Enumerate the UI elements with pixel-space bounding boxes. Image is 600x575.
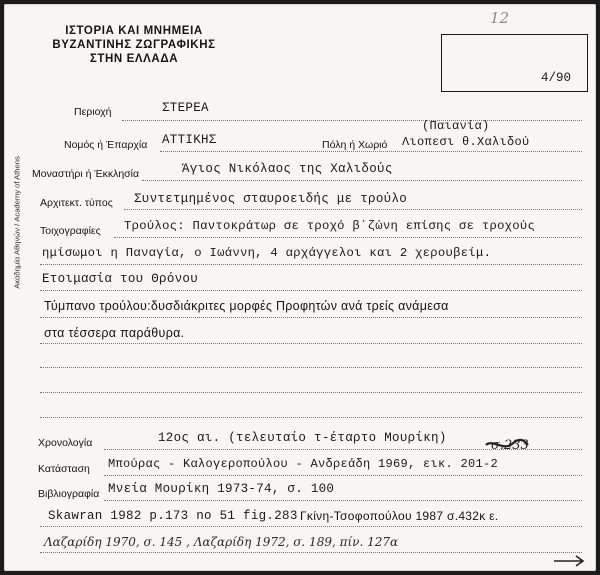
dotted-line	[40, 317, 582, 318]
strikethrough-scribble	[482, 435, 542, 455]
dotted-line	[142, 180, 582, 181]
dotted-line	[114, 237, 582, 238]
handwritten-condition-note: σ.233	[491, 438, 529, 453]
label-region: Περιοχή	[74, 106, 112, 118]
card-number: 4/90	[540, 71, 571, 85]
dotted-line	[104, 500, 582, 501]
dotted-line	[40, 526, 582, 527]
label-prefecture: Νομός ή Έπαρχία	[64, 139, 148, 151]
archive-sidebar-text: Ακαδημία Αθηνών / Academy of Athens	[12, 156, 22, 289]
value-chronology: 12ος αι. (τελευταίο τ-έταρτο Μουρίκη)	[158, 431, 447, 445]
dotted-line	[160, 151, 582, 152]
dotted-line	[40, 264, 582, 265]
value-town: Λιοπεσι θ.Χαλιδού	[402, 135, 530, 149]
dotted-line	[40, 343, 582, 344]
value-bibliography-3: Λαζαρίδη 1970, σ. 145 , Λαζαρίδη 1972, σ. 189, πίν. 127α	[44, 535, 399, 549]
value-bibliography: Μνεία Μουρίκη 1973-74, σ. 100	[108, 482, 335, 496]
header-line-3: ΣΤΗΝ ΕΛΛΑΔΑ	[89, 53, 179, 65]
label-monastery: Μοναστήρι ή Έκκλησία	[32, 168, 140, 180]
value-bibliography-2: Skawran 1982 p.173 no 51 fig.283	[48, 509, 298, 523]
label-town: Πόλη ή Χωριό	[322, 139, 388, 151]
label-arch-type: Αρχιτεκτ. τύπος	[40, 197, 113, 209]
value-town-note: (Παιανία)	[422, 119, 490, 133]
value-condition: Μπούρας - Καλογεροπούλου - Ανδρεάδη 1969, εικ. 201-2	[108, 457, 499, 471]
dotted-line	[40, 417, 582, 418]
dotted-line	[40, 392, 582, 393]
value-arch-type: Συντετμημένος σταυροειδής με τρούλο	[134, 192, 408, 206]
value-region: ΣΤΕΡΕΑ	[162, 101, 209, 115]
value-bibliography-2b: Γκίνη-Τσοφοπούλου 1987 σ.432κ ε.	[300, 509, 499, 523]
card-number-box	[441, 34, 588, 92]
value-monastery: Άγιος Νικόλαος της Χαλιδούς	[182, 162, 393, 176]
dotted-line	[40, 552, 582, 553]
label-bibliography: Βιβλιογραφία	[38, 488, 100, 500]
value-prefecture: ΑΤΤΙΚΗΣ	[162, 133, 217, 147]
value-murals-line-5: στα τέσσερα παράθυρα.	[44, 326, 185, 340]
header-line-1: ΙΣΤΟΡΙΑ ΚΑΙ ΜΝΗΜΕΙΑ	[65, 25, 203, 37]
value-murals-line-2: ημίσωμοι η Παναγία, ο Ιωάννη, 4 αρχάγγελοι και 2 χερουβείμ.	[42, 246, 492, 260]
dotted-line	[122, 120, 582, 121]
value-murals-line-1: Τρούλος: Παντοκράτωρ σε τροχό β΄ζώνη επίσης σε τροχούς	[124, 219, 536, 233]
dotted-line	[124, 209, 582, 210]
dotted-line	[40, 290, 582, 291]
label-chronology: Χρονολογία	[38, 437, 93, 449]
dotted-line	[104, 475, 582, 476]
label-murals: Τοιχογραφίες	[40, 225, 101, 237]
dotted-line	[40, 367, 582, 368]
value-murals-line-3: Ετοιμασία του Θρόνου	[42, 272, 199, 286]
label-condition: Κατάσταση	[38, 463, 90, 475]
handwritten-note-top: 12	[490, 9, 510, 27]
arrow-right-icon	[552, 554, 588, 568]
header-line-2: ΒΥΖΑΝΤΙΝΗΣ ΖΩΓΡΑΦΙΚΗΣ	[52, 39, 216, 51]
index-card	[4, 4, 596, 571]
value-murals-line-4: Τύμπανο τρούλου:δυσδιάκριτες μορφές Προφητών ανά τρείς ανάμεσα	[44, 299, 449, 313]
